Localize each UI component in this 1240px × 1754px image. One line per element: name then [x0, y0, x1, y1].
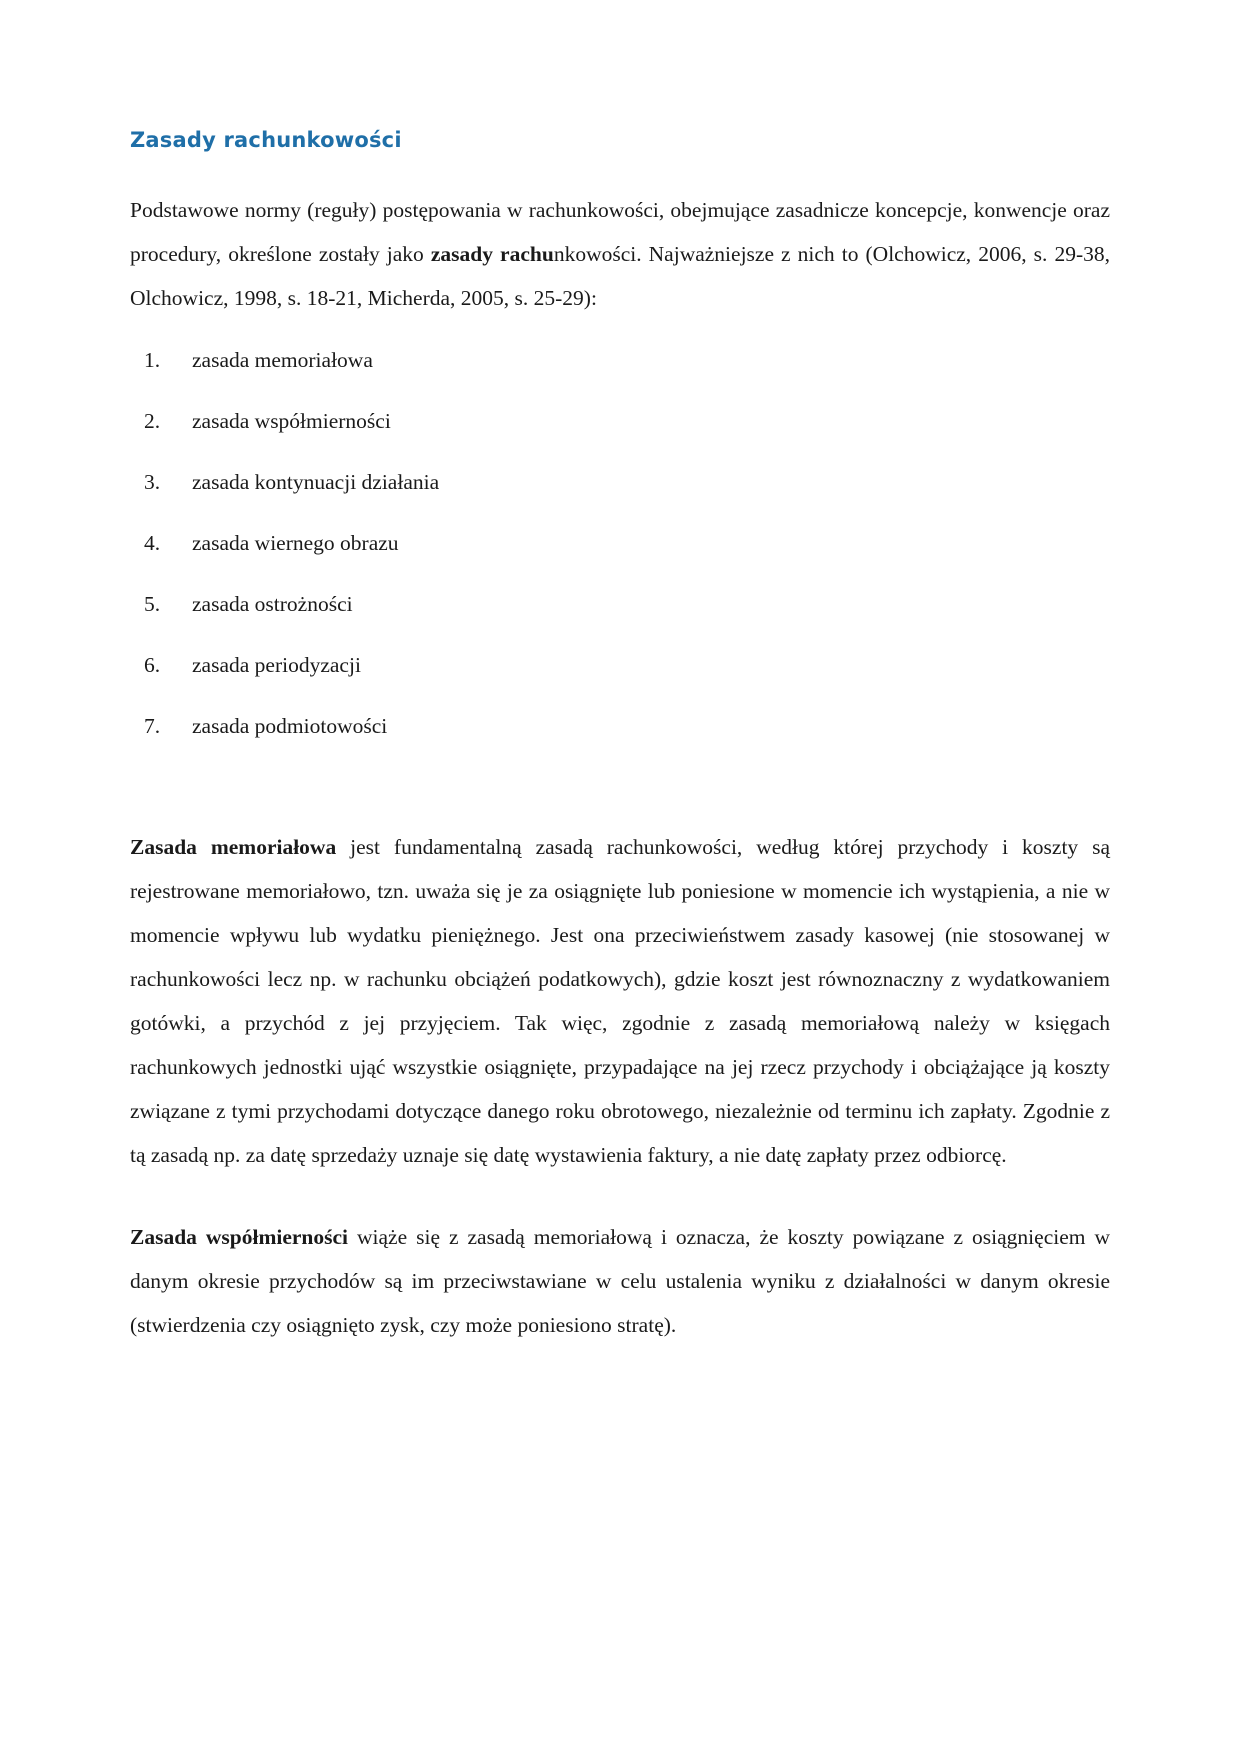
list-item-number: 1.	[144, 348, 161, 372]
list-item-number: 7.	[144, 714, 161, 738]
list-item	[130, 346, 1110, 374]
spacer	[130, 1177, 1110, 1215]
list-item	[130, 407, 1110, 435]
list-item	[130, 712, 1110, 740]
list-item-number: 4.	[144, 531, 161, 555]
list-item-label: zasada wiernego obrazu	[192, 531, 399, 555]
list-item-number: 2.	[144, 409, 161, 433]
section-lead-memorialowa: Zasada memoriałowa	[130, 835, 337, 859]
section-paragraph-memorialowa	[130, 825, 1110, 1177]
list-item-label: zasada kontynuacji działania	[192, 470, 440, 494]
section-lead-wspolmiernosci: Zasada współmierności	[130, 1225, 349, 1249]
spacer	[130, 773, 1110, 825]
list-item	[130, 651, 1110, 679]
list-item-label: zasada memoriałowa	[192, 348, 373, 372]
list-item-label: zasada ostrożności	[192, 592, 353, 616]
page-title: Zasady rachunkowości	[130, 128, 402, 152]
list-item-label: zasada współmierności	[192, 409, 391, 433]
intro-paragraph	[130, 188, 1110, 320]
list-item	[130, 468, 1110, 496]
list-item-number: 6.	[144, 653, 161, 677]
section-body-memorialowa: jest fundamentalną zasadą rachunkowości, według której przychody i koszty są rejestrowane memoriałowo, tzn. uważa się je za osiągnięte lub poniesione w momencie ich wystąpienia, a nie w momencie wpływu lub wydatku pieniężnego. Jest ona przeciwieństwem zasady kasowej (nie stosowanej w rachunkowości lecz np. w rachunku obciążeń podatkowych), gdzie koszt jest równoznaczny z wydatkowaniem gotówki, a przychód z jej przyjęciem. Tak więc, zgodnie z zasadą memoriałową należy w księgach rachunkowych jednostki ująć wszystkie osiągnięte, przypadające na jej rzecz przychody i obciążające ją koszty związane z tymi przychodami dotyczące danego roku obrotowego, niezależnie od terminu ich zapłaty. Zgodnie z tą zasadą np. za datę sprzedaży uznaje się datę wystawienia faktury, a nie datę zapłaty przez odbiorcę.	[130, 835, 1110, 1167]
section-body-wspolmiernosci: wiąże się z zasadą memoriałową i oznacza, że koszty powiązane z osiągnięciem w danym okresie przychodów są im przeciwstawiane w celu ustalenia wyniku z działalności w danym okresie (stwierdzenia czy osiągnięto zysk, czy może poniesiono stratę).	[130, 1225, 1110, 1337]
intro-text-part1: Podstawowe normy (reguły) postępowania w rachunkowości, obejmujące zasadnicze koncepcje, konwencje oraz procedury, określone zostały jako	[130, 198, 1110, 266]
principles-list	[130, 346, 1110, 740]
list-item-number: 3.	[144, 470, 161, 494]
intro-text-part2: nkowości. Najważniejsze z nich to (Olchowicz, 2006, s. 29-38, Olchowicz, 1998, s. 18-21, Micherda, 2005, s. 25-29):	[130, 242, 1111, 310]
list-item-number: 5.	[144, 592, 161, 616]
list-item	[130, 529, 1110, 557]
list-item-label: zasada periodyzacji	[192, 653, 361, 677]
intro-bold-phrase: zasady rachu	[430, 242, 554, 266]
list-item	[130, 590, 1110, 618]
list-item-label: zasada podmiotowości	[192, 714, 388, 738]
section-paragraph-wspolmiernosci	[130, 1215, 1110, 1347]
